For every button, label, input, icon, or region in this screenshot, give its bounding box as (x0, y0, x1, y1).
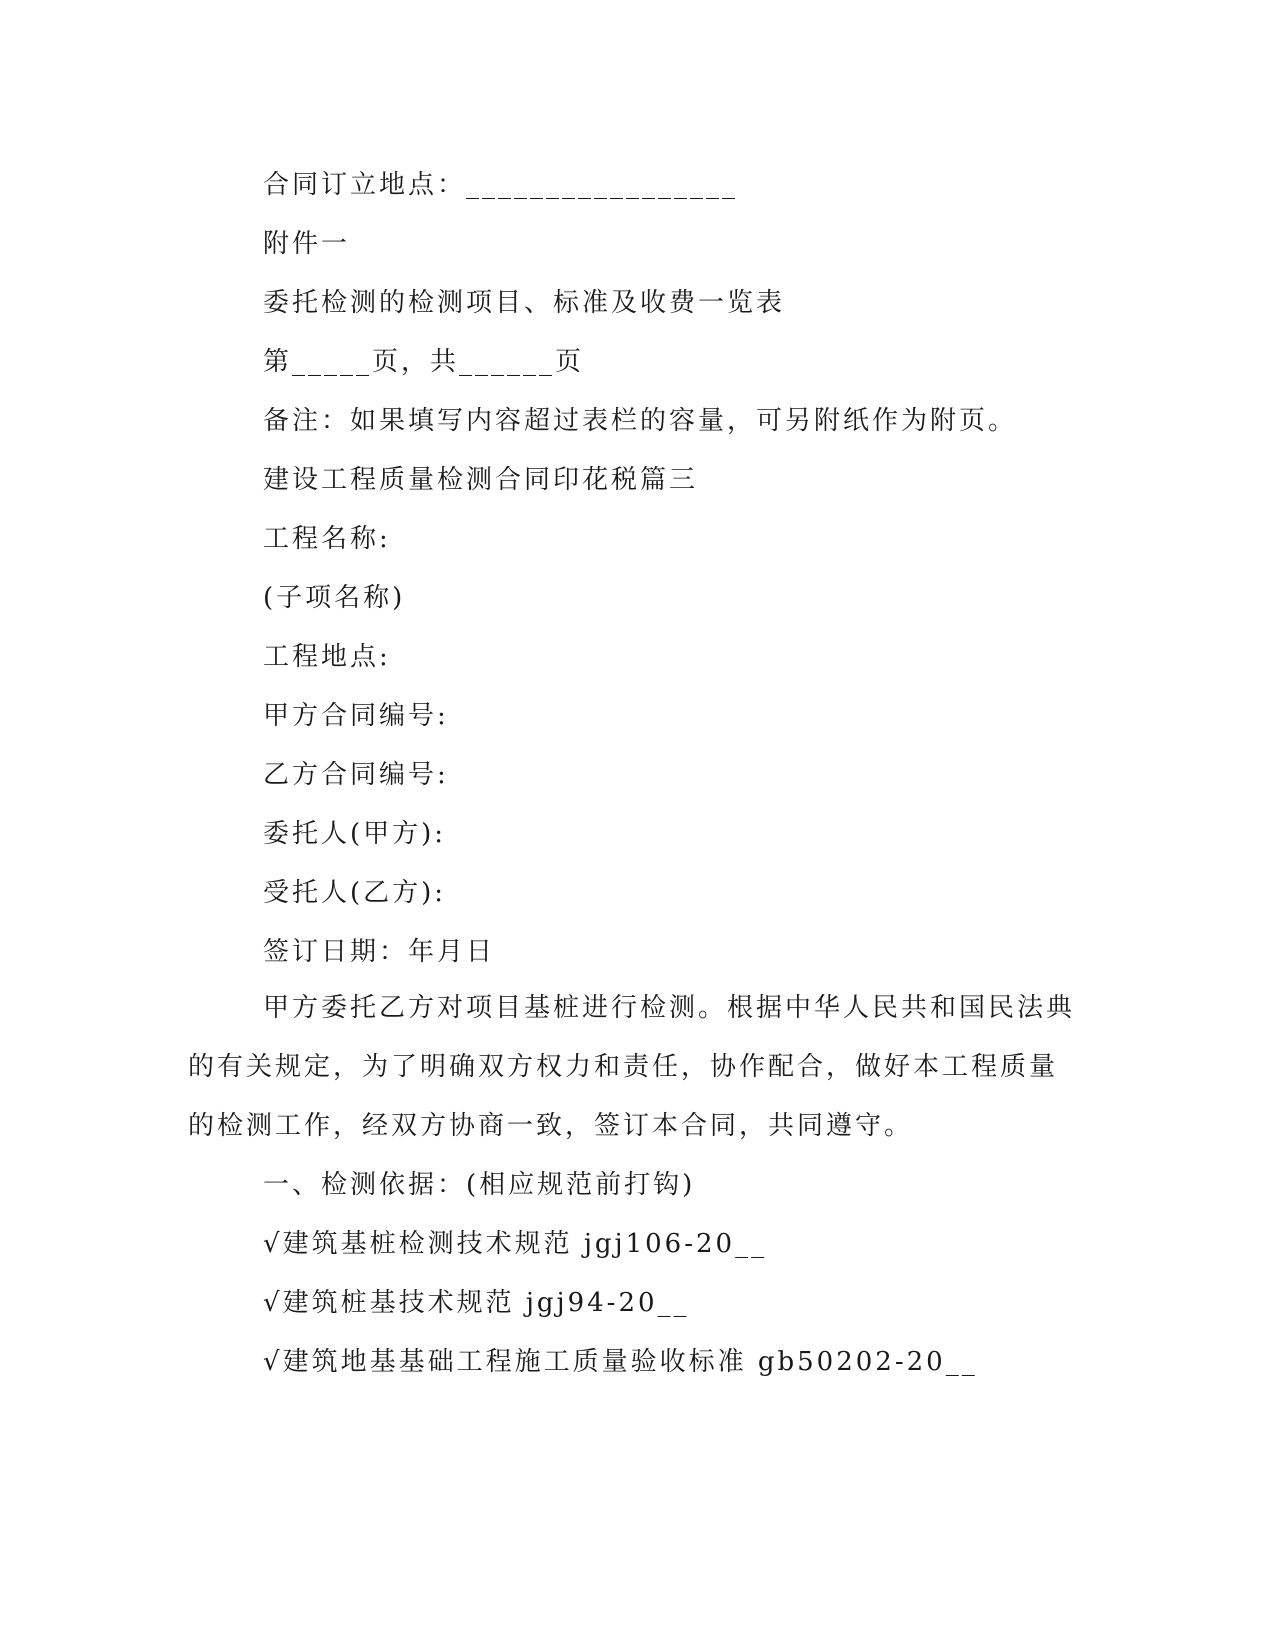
standard-item-3: √建筑地基基础工程施工质量验收标准 gb50202-20__ (263, 1347, 978, 1377)
standard-item-1: √建筑基桩检测技术规范 jgj106-20__ (263, 1229, 768, 1259)
remark-line: 备注：如果填写内容超过表栏的容量，可另附纸作为附页。 (263, 406, 1018, 436)
subproject-name-line: (子项名称) (263, 583, 406, 613)
signing-date-line: 签订日期：年月日 (263, 937, 496, 967)
section-title: 建设工程质量检测合同印花税篇三 (263, 465, 699, 495)
project-location-line: 工程地点: (263, 642, 391, 672)
page-count-line: 第_____页，共______页 (263, 347, 585, 377)
project-name-line: 工程名称: (263, 524, 391, 554)
client-line: 委托人(甲方): (263, 819, 447, 849)
standard-item-2: √建筑桩基技术规范 jgj94-20__ (263, 1288, 690, 1318)
attachment-title: 附件一 (263, 229, 351, 259)
paragraph-line-1: 甲方委托乙方对项目基桩进行检测。根据中华人民共和国民法典 (263, 993, 1076, 1023)
fee-table-title: 委托检测的检测项目、标准及收费一览表 (263, 288, 786, 318)
paragraph-line-2: 的有关规定，为了明确双方权力和责任，协作配合，做好本工程质量 (188, 1052, 1059, 1082)
basis-heading: 一、检测依据：(相应规范前打钩) (263, 1170, 696, 1200)
contract-location-line: 合同订立地点：_________________ (263, 170, 739, 200)
party-b-contract-number-line: 乙方合同编号: (263, 760, 449, 790)
contractor-line: 受托人(乙方): (263, 878, 447, 908)
party-a-contract-number-line: 甲方合同编号: (263, 701, 449, 731)
paragraph-line-3: 的检测工作，经双方协商一致，签订本合同，共同遵守。 (188, 1111, 914, 1141)
